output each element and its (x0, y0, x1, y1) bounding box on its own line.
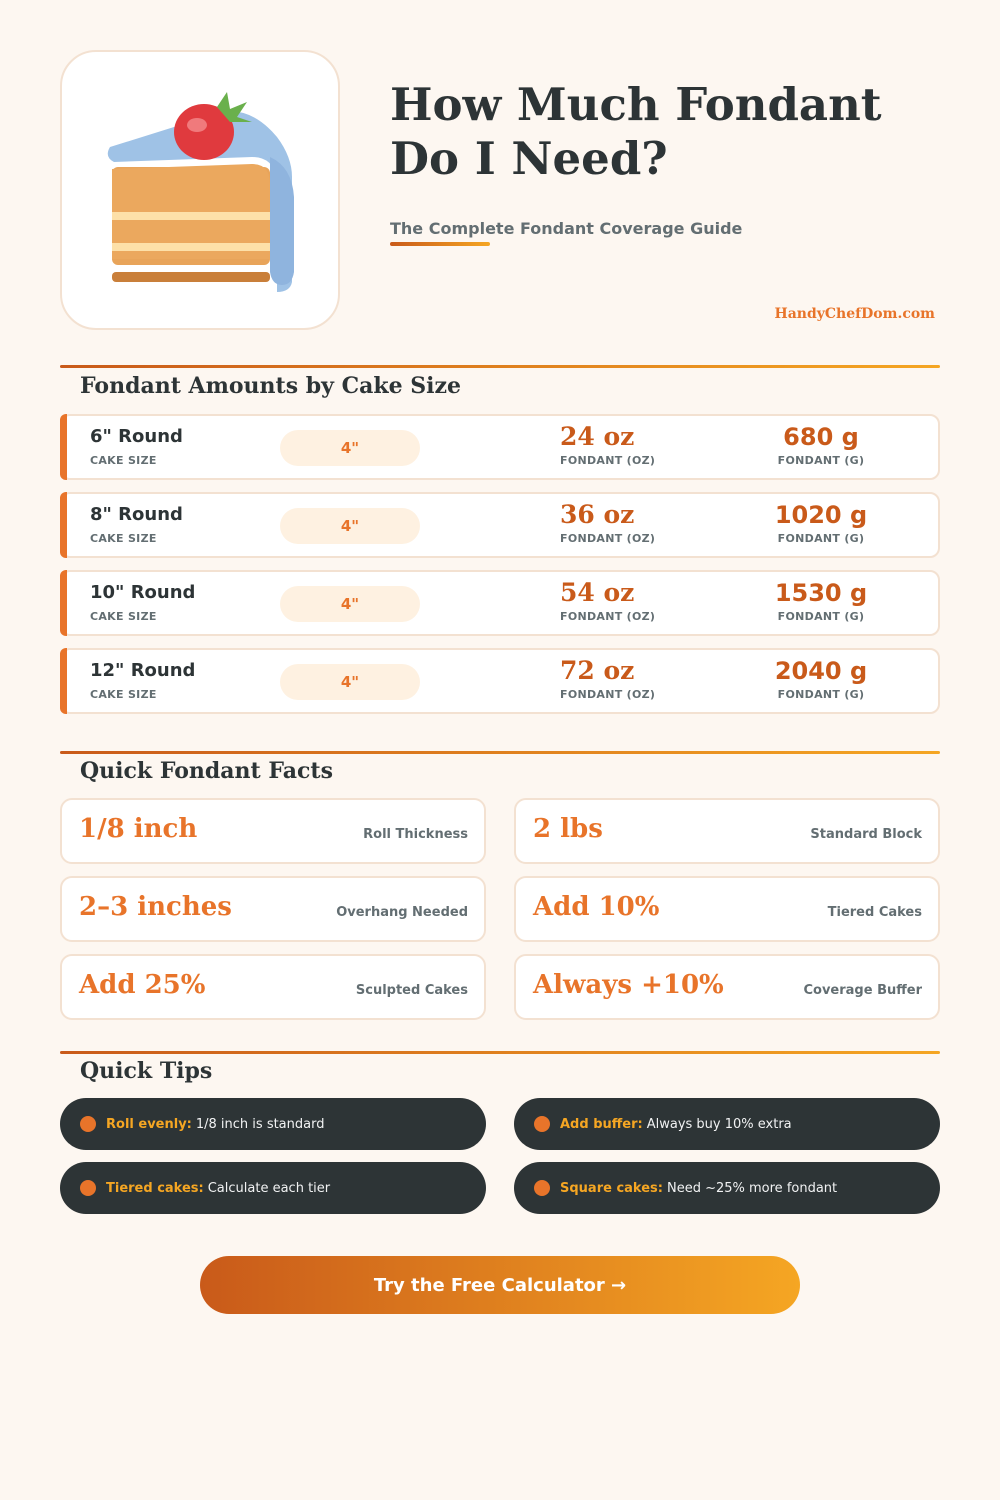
bullet-dot-icon (80, 1116, 96, 1132)
section-divider (60, 365, 940, 368)
fondant-oz-label: FONDANT (OZ) (560, 454, 656, 467)
fact-label: Sculpted Cakes (355, 983, 468, 998)
fact-value: 2–3 inches (79, 892, 232, 922)
hero-image-card (60, 50, 340, 330)
fact-card (514, 798, 940, 864)
row-accent-bar (60, 414, 67, 480)
fondant-g-label: FONDANT (G) (777, 610, 865, 623)
size-row (60, 648, 940, 714)
fondant-g-value: 680 g (783, 423, 859, 451)
fondant-oz-label: FONDANT (OZ) (560, 532, 656, 545)
fondant-g-label: FONDANT (G) (777, 454, 865, 467)
fondant-oz-value: 36 oz (560, 500, 635, 529)
fact-label: Overhang Needed (336, 905, 468, 920)
tip-key: Square cakes: (560, 1180, 663, 1196)
size-row (60, 414, 940, 480)
cake-size-label: CAKE SIZE (90, 454, 157, 467)
tip-pill (514, 1098, 940, 1150)
tip-text: 1/8 inch is standard (195, 1116, 325, 1132)
cake-size-label: CAKE SIZE (90, 532, 157, 545)
fondant-g-label: FONDANT (G) (777, 532, 865, 545)
subtitle-underline (390, 242, 490, 246)
bullet-dot-icon (534, 1116, 550, 1132)
fondant-oz-label: FONDANT (OZ) (560, 610, 656, 623)
fondant-oz-value: 54 oz (560, 578, 635, 607)
fact-card (60, 798, 486, 864)
section-title-sizes: Fondant Amounts by Cake Size (80, 373, 461, 399)
fact-value: 2 lbs (533, 814, 603, 844)
cake-size-name: 10" Round (90, 582, 196, 603)
fact-value: Add 25% (79, 970, 206, 1000)
fact-card (60, 954, 486, 1020)
title-line-1: How Much Fondant (390, 78, 882, 131)
row-accent-bar (60, 648, 67, 714)
fondant-g-value: 2040 g (774, 657, 868, 685)
tip-key: Add buffer: (560, 1116, 643, 1132)
size-row (60, 492, 940, 558)
page-title (390, 78, 950, 186)
cake-size-label: CAKE SIZE (90, 688, 157, 701)
fact-label: Standard Block (810, 827, 922, 842)
fondant-g-label: FONDANT (G) (777, 688, 865, 701)
fondant-oz-value: 24 oz (560, 422, 635, 451)
tip-pill (60, 1162, 486, 1214)
title-line-2: Do I Need? (390, 132, 668, 185)
fact-label: Roll Thickness (363, 827, 468, 842)
bullet-dot-icon (80, 1180, 96, 1196)
tip-text: Calculate each tier (207, 1180, 331, 1196)
cake-height-pill: 4" (280, 508, 420, 544)
tip-key: Tiered cakes: (106, 1180, 204, 1196)
section-divider (60, 751, 940, 754)
fact-card (514, 876, 940, 942)
fact-label: Coverage Buffer (803, 983, 922, 998)
brand-link[interactable]: HandyChefDom.com (774, 306, 935, 322)
fact-card (514, 954, 940, 1020)
tip-key: Roll evenly: (106, 1116, 192, 1132)
tip-text: Always buy 10% extra (646, 1116, 792, 1132)
tip-text: Need ~25% more fondant (666, 1180, 838, 1196)
row-accent-bar (60, 492, 67, 558)
tip-pill (60, 1098, 486, 1150)
fondant-oz-label: FONDANT (OZ) (560, 688, 656, 701)
cake-height-pill: 4" (280, 430, 420, 466)
cake-height-pill: 4" (280, 586, 420, 622)
size-row (60, 570, 940, 636)
cake-size-name: 12" Round (90, 660, 196, 681)
bullet-dot-icon (534, 1180, 550, 1196)
subtitle: The Complete Fondant Coverage Guide (390, 219, 743, 238)
tip-pill (514, 1162, 940, 1214)
row-accent-bar (60, 570, 67, 636)
fondant-g-value: 1530 g (774, 579, 868, 607)
cake-size-name: 6" Round (90, 426, 183, 447)
fondant-oz-value: 72 oz (560, 656, 635, 685)
fondant-g-value: 1020 g (774, 501, 868, 529)
cake-slice-icon (102, 87, 302, 297)
section-divider (60, 1051, 940, 1054)
section-title-tips: Quick Tips (80, 1058, 213, 1084)
try-calculator-button[interactable]: Try the Free Calculator → (200, 1256, 800, 1314)
fact-label: Tiered Cakes (827, 905, 922, 920)
fact-value: 1/8 inch (79, 814, 198, 844)
section-title-facts: Quick Fondant Facts (80, 758, 333, 784)
cake-size-name: 8" Round (90, 504, 183, 525)
fact-value: Add 10% (533, 892, 660, 922)
fact-value: Always +10% (533, 970, 724, 1000)
fact-card (60, 876, 486, 942)
cake-size-label: CAKE SIZE (90, 610, 157, 623)
cake-height-pill: 4" (280, 664, 420, 700)
